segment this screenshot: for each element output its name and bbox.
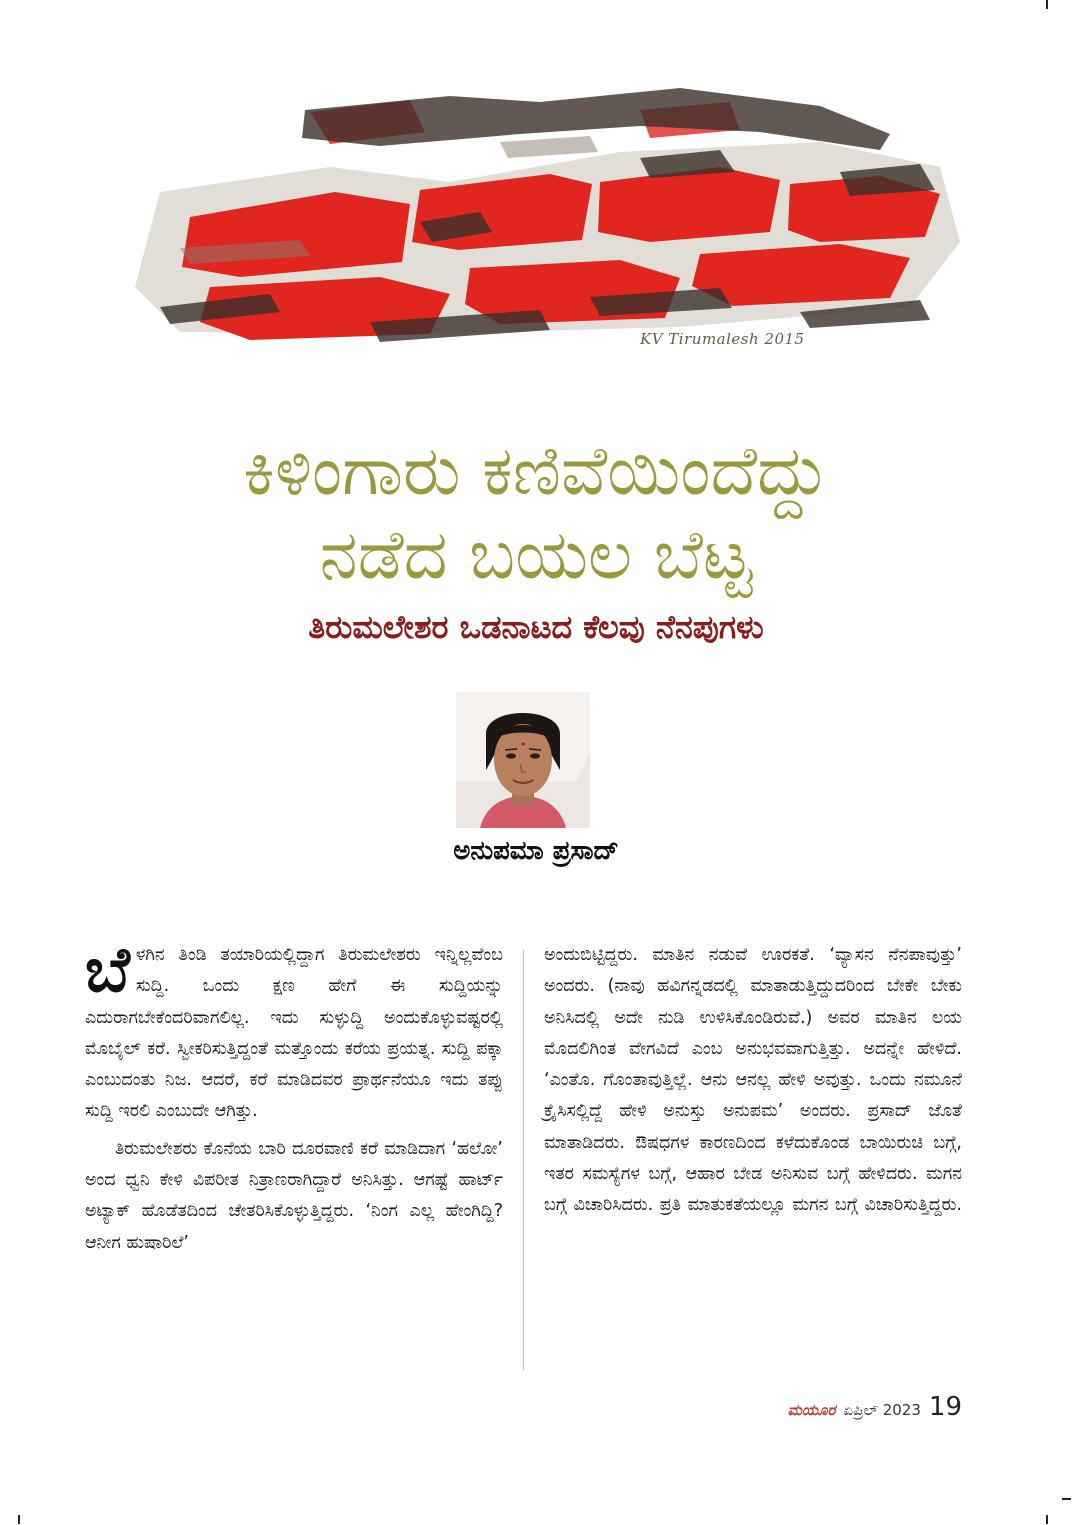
paragraph-1-text: ಳಗಿನ ತಿಂಡಿ ತಯಾರಿಯಲ್ಲಿದ್ದಾಗ ತಿರುಮಲೇಶರು ಇನ್ನಿಲ್ಲವೆಂಬ ಸುದ್ದಿ. ಒಂದು ಕ್ಷಣ ಹೇಗೆ ಈ ಸುದ್ದಿಯನ್ನು ಎದುರಾಗಬೇಕೆಂದರಿವಾಗಲಿಲ್ಲ. ಇದು ಸುಳ್ಳುದ್ದಿ ಅಂದುಕೊಳ್ಳುವಷ್ಟರಲ್ಲಿ ಮೊಬೈಲ್ ಕರೆ. ಸ್ವೀಕರಿಸುತ್ತಿದ್ದಂತೆ ಮತ್ತೊಂದು ಕರೆಯ ಪ್ರಯತ್ನ. ಸುದ್ದಿ ಪಕ್ಕಾ ಎಂಬುದಂತು ನಿಜ. ಆದರೆ, ಕರೆ ಮಾಡಿದವರ ಪ್ರಾರ್ಥನೆಯೂ ಇದು ತಪ್ಪು ಸುದ್ದಿ ಇರಲಿ ಎಂಬುದೇ ಆಗಿತ್ತು. (85, 945, 503, 1122)
drop-cap: ಬೆ (85, 933, 130, 1006)
article-title-line-2: ನಡೆದ ಬಯಲ ಬೆಟ್ಟ (319, 516, 753, 595)
crop-mark-bottom-right (1046, 1515, 1048, 1524)
crop-mark-bottom-left (18, 1515, 20, 1524)
page-footer (700, 1392, 962, 1428)
header-painting (120, 72, 970, 372)
artist-signature: KV Tirumalesh 2015 (640, 330, 805, 348)
article-subtitle: ತಿರುಮಲೇಶರ ಒಡನಾಟದ ಕೆಲವು ನೆನಪುಗಳು (308, 608, 764, 646)
article-title-line-1: ಕಿಳಿಂಗಾರು ಕಣಿವೆಯಿಂದೆದ್ದು (243, 432, 829, 511)
author-name: ಅನುಪಮಾ ಪ್ರಸಾದ್ (453, 836, 619, 866)
magazine-brand: ಮಯೂರ (787, 1401, 836, 1419)
issue-date: ಏಪ್ರಿಲ್ 2023 (843, 1401, 921, 1419)
article-column-right (544, 940, 962, 1222)
author-photo (456, 692, 590, 828)
crop-mark-top-right (1046, 0, 1048, 9)
paragraph-3: ಅಂದುಬಿಟ್ಟಿದ್ದರು. ಮಾತಿನ ನಡುವೆ ಊರಕತೆ. ‘ವ್ಯಾಸನ ನೆನಪಾವುತ್ತು’ ಅಂದರು. (ನಾವು ಹವಿಗನ್ನಡದಲ್ಲಿ ಮಾತಾಡುತ್ತಿದ್ದುದರಿಂದ ಬೇಕೇ ಬೇಕು ಅನಿಸಿದಲ್ಲಿ ಅದೇ ನುಡಿ ಉಳಿಸಿಕೊಂಡಿರುವೆ.) ಅವರ ಮಾತಿನ ಲಯ ಮೊದಲಿಗಿಂತ ವೇಗವಿದೆ ಎಂಬ ಅನುಭವವಾಗುತ್ತಿತ್ತು. ಅದನ್ನೇ ಹೇಳಿದೆ. ‘ಎಂತೊ. ಗೊಂತಾವುತ್ತಿಲ್ಲೆ. ಆನು ಆನಲ್ಲ ಹೇಳಿ ಅವುತ್ತು. ಒಂದು ನಮೂನೆ ಕ್ರೈಸಿಸಲ್ಲಿದ್ದೆ ಹೇಳಿ ಅನುಸ್ತು ಅನುಪಮ’ ಅಂದರು. ಪ್ರಸಾದ್ ಜೊತೆ ಮಾತಾಡಿದರು. ಔಷಧಗಳ ಕಾರಣದಿಂದ ಕಳೆದುಕೊಂಡ ಬಾಯಿರುಚಿ ಬಗ್ಗೆ, ಇತರ ಸಮಸ್ಯೆಗಳ ಬಗ್ಗೆ, ಆಹಾರ ಬೇಡ ಅನಿಸುವ ಬಗ್ಗೆ ಹೇಳಿದರು. ಮಗನ ಬಗ್ಗೆ ವಿಚಾರಿಸಿದರು. ಪ್ರತಿ ಮಾತುಕತೆಯಲ್ಲೂ ಮಗನ ಬಗ್ಗೆ ವಿಚಾರಿಸುತ್ತಿದ್ದರು. (544, 945, 962, 1216)
page-number: 19 (928, 1392, 962, 1422)
crop-mark-right-edge (1062, 1498, 1071, 1500)
article-column-left (85, 933, 503, 1259)
column-divider (523, 950, 524, 1370)
paragraph-2: ತಿರುಮಲೇಶರು ಕೊನೆಯ ಬಾರಿ ದೂರವಾಣಿ ಕರೆ ಮಾಡಿದಾಗ ‘ಹಲೋ’ ಅಂದ ಧ್ವನಿ ಕೇಳಿ ವಿಪರೀತ ನಿತ್ರಾಣರಾಗಿದ್ದಾರೆ ಅನಿಸಿತ್ತು. ಆಗಷ್ಟೆ ಹಾರ್ಟ್ ಅಟ್ಯಾಕ್ ಹೊಡೆತದಿಂದ ಚೇತರಿಸಿಕೊಳ್ಳುತ್ತಿದ್ದರು. ‘ನಿಂಗ ಎಲ್ಲ ಹೇಂಗಿದ್ದಿ? ಆನೀಗ ಹುಷಾರಿಲೆ’ (85, 1138, 503, 1253)
paragraph-1 (85, 933, 503, 1128)
